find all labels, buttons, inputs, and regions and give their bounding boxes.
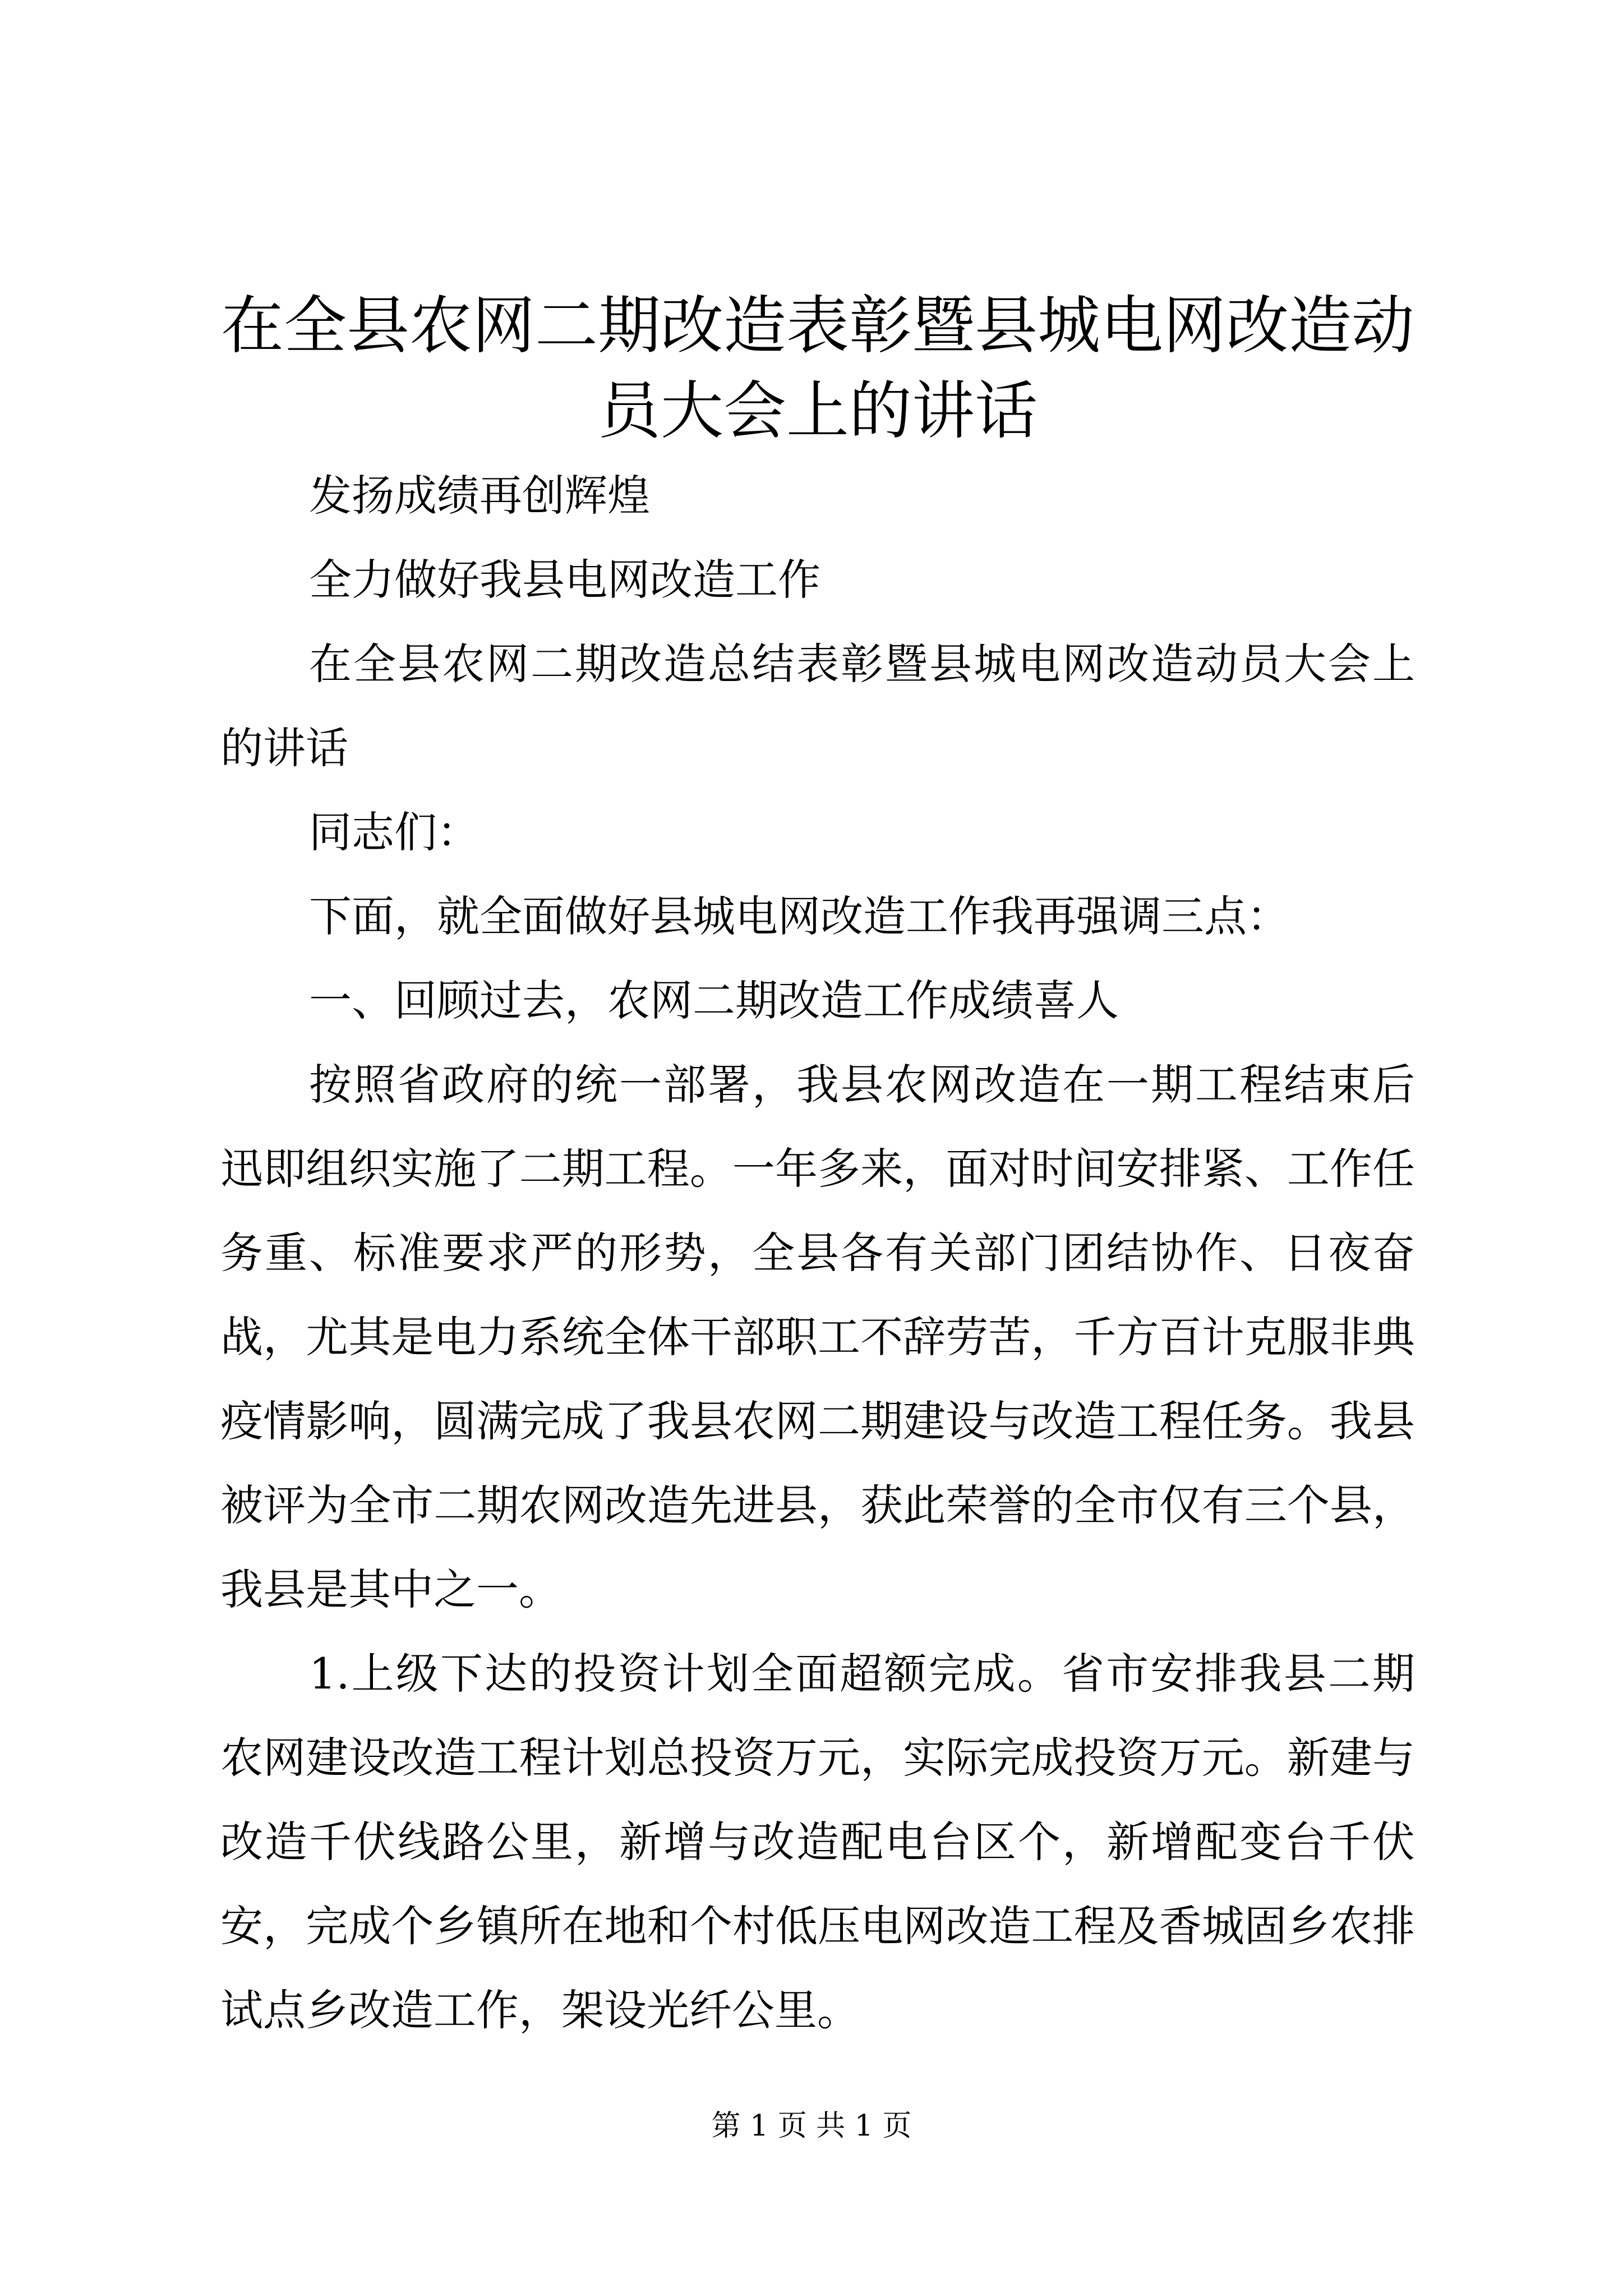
paragraph-slogan-2: 全力做好我县电网改造工作 xyxy=(309,555,820,605)
document-title: 在全县农网二期改造表彰暨县城电网改造动员大会上的讲话 xyxy=(221,289,1414,448)
paragraph-slogan-1: 发扬成绩再创辉煌 xyxy=(309,471,650,521)
paragraph-salutation: 同志们： xyxy=(309,807,479,857)
paragraph-subtitle: 在全县农网二期改造总结表彰暨县城电网改造动员大会上的讲话 xyxy=(220,639,1415,773)
paragraph-section-heading: 一、回顾过去，农网二期改造工作成绩喜人 xyxy=(309,976,1119,1025)
document-content xyxy=(220,283,1415,2053)
page-number-footer: 第 1 页 共 1 页 xyxy=(711,2109,912,2143)
paragraph-intro: 下面，就全面做好县城电网改造工作我再强调三点： xyxy=(309,891,1289,941)
paragraph-investment: 1.上级下达的投资计划全面超额完成。省市安排我县二期农网建设改造工程计划总投资万元，实际完成投资万元。新建与改造千伏线路公里，新增与改造配电台区个，新增配变台千伏安，完成个乡镇所在地和个村低压电网改造工程及香城固乡农排试点乡改造工作，架设光纤公里。 xyxy=(220,1649,1415,2035)
paragraph-review: 按照省政府的统一部署，我县农网改造在一期工程结束后迅即组织实施了二期工程。一年多来，面对时间安排紧、工作任务重、标准要求严的形势，全县各有关部门团结协作、日夜奋战，尤其是电力系统全体干部职工不辞劳苦，千方百计克服非典疫情影响，圆满完成了我县农网二期建设与改造工程任务。我县被评为全市二期农网改造先进县，获此荣誉的全市仅有三个县，我县是其中之一。 xyxy=(220,1060,1415,1614)
document-body xyxy=(220,454,1415,2053)
